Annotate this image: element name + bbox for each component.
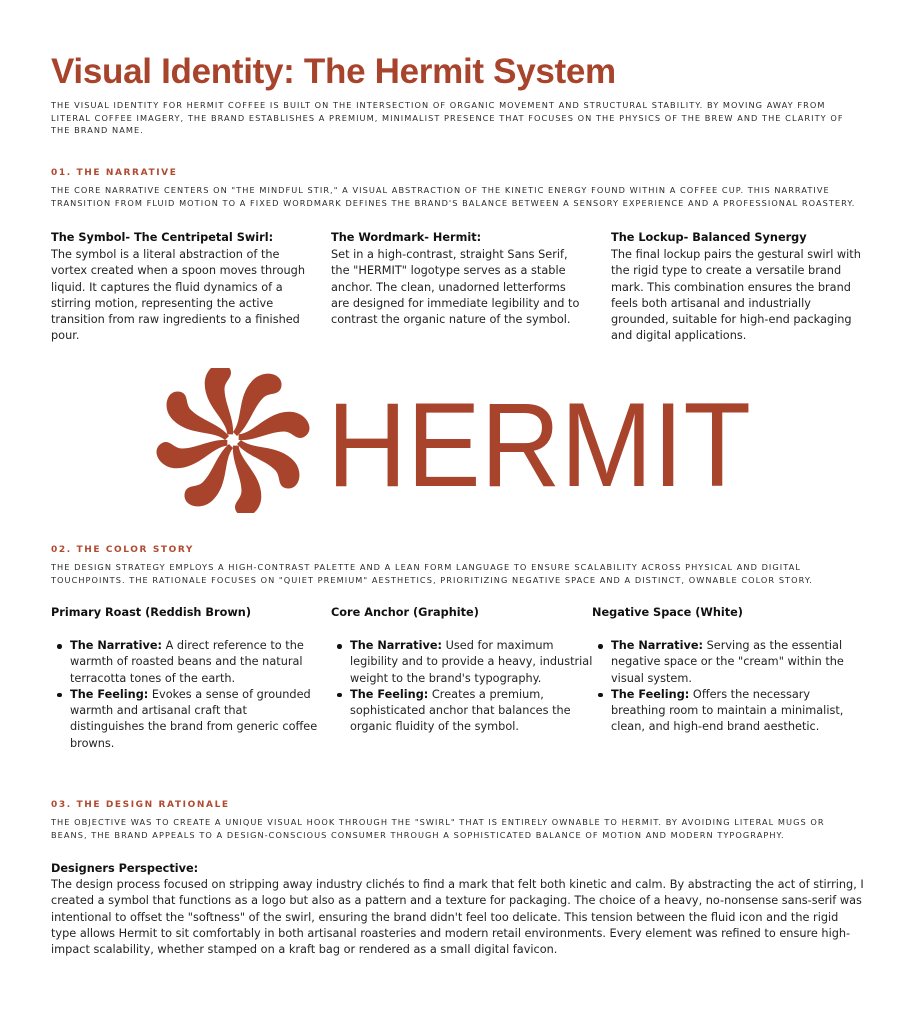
color-title: Core Anchor (Graphite) bbox=[331, 606, 479, 619]
color-points bbox=[51, 638, 321, 752]
narrative-point bbox=[70, 638, 321, 687]
lockup-title: The Lockup- Balanced Synergy bbox=[611, 231, 807, 244]
feeling-point bbox=[70, 687, 321, 752]
perspective-title: Designers Perspective: bbox=[51, 862, 199, 875]
point-label: The Narrative: bbox=[70, 639, 163, 652]
color-points bbox=[331, 638, 593, 736]
narrative-point bbox=[611, 638, 862, 687]
symbol-column bbox=[51, 230, 319, 345]
narrative-point bbox=[350, 638, 593, 687]
color-story-heading: 02. THE COLOR STORY bbox=[51, 545, 195, 555]
color-primary-roast bbox=[51, 605, 321, 752]
color-core-anchor bbox=[331, 605, 593, 736]
point-text: Evokes a sense of grounded warmth and artisanal craft that distinguishes the brand from generic coffee browns. bbox=[70, 687, 318, 750]
wordmark-column bbox=[331, 230, 581, 328]
logo-lockup bbox=[155, 368, 755, 513]
feeling-point bbox=[350, 687, 593, 736]
rationale-text: THE OBJECTIVE WAS TO CREATE A UNIQUE VISUAL HOOK THROUGH THE "SWIRL" THAT IS ENTIRELY OWNABLE TO HERMIT. BY AVOIDING LITERAL MUGS OR BEANS, THE BRAND APPEALS TO A DESIGN-CONSCIOUS CONSUMER THROUGH A SOPHISTICATED BALANCE OF MOTION AND MODERN TYPOGRAPHY. bbox=[51, 817, 825, 840]
lockup-column bbox=[611, 230, 861, 345]
lockup-body: The final lockup pairs the gestural swirl with the rigid type to create a versatile brand mark. This combination ensures the brand feels both artisanal and industrially grounded, suitable for high-end packaging and digital applications. bbox=[611, 248, 861, 343]
page-title: Visual Identity: The Hermit System bbox=[51, 52, 616, 91]
logo-svg bbox=[155, 368, 755, 513]
point-label: The Feeling: bbox=[611, 687, 690, 701]
color-story-text: THE DESIGN STRATEGY EMPLOYS A HIGH-CONTRAST PALETTE AND A LEAN FORM LANGUAGE TO ENSURE SCALABILITY ACROSS PHYSICAL AND DIGITAL TOUCHPOINTS. THE RATIONALE FOCUSES ON "QUIET PREMIUM" AESTHETICS, PRIORITIZING NEGATIVE SPACE AND A DISTINCT, OWNABLE COLOR STORY. bbox=[51, 562, 813, 585]
color-title: Negative Space (White) bbox=[592, 606, 743, 619]
perspective-body: The design process focused on stripping away industry clichés to find a mark that felt both kinetic and calm. By abstracting the act of stirring, I created a symbol that functions as a logo but also as a pattern and a texture for packaging. The choice of a heavy, no-nonsense sans-serif was intentional to offset the "softness" of the swirl, ensuring the brand didn't feel too delicate. This tension between the fluid icon and the rigid type allows Hermit to sit comfortably in both artisanal roasteries and modern retail environments. Every element was refined to ensure high-impact scalability, whether stamped on a kraft bag or rendered as a small digital favicon. bbox=[51, 878, 864, 957]
wordmark: HERMIT bbox=[327, 378, 751, 512]
symbol-title: The Symbol- The Centripetal Swirl: bbox=[51, 231, 274, 244]
feeling-point bbox=[611, 687, 862, 736]
rationale-heading: 03. THE DESIGN RATIONALE bbox=[51, 800, 230, 810]
color-negative-space bbox=[592, 605, 862, 736]
narrative-heading: 01. THE NARRATIVE bbox=[51, 168, 178, 178]
point-text: Creates a premium, sophisticated anchor that balances the organic fluidity of the symbol. bbox=[350, 687, 571, 734]
intro-text: THE VISUAL IDENTITY FOR HERMIT COFFEE IS BUILT ON THE INTERSECTION OF ORGANIC MOVEMENT AND STRUCTURAL STABILITY. BY MOVING AWAY FROM LITERAL COFFEE IMAGERY, THE BRAND ESTABLISHES A PREMIUM, MINIMALIST PRESENCE THAT FOCUSES ON THE PHYSICS OF THE BREW AND THE CLARITY OF THE BRAND NAME. bbox=[51, 100, 844, 135]
point-label: The Feeling: bbox=[70, 687, 149, 701]
point-label: The Narrative: bbox=[350, 639, 443, 652]
narrative-text: THE CORE NARRATIVE CENTERS ON "THE MINDFUL STIR," A VISUAL ABSTRACTION OF THE KINETIC ENERGY FOUND WITHIN A COFFEE CUP. THIS NARRATIVE TRANSITION FROM FLUID MOTION TO A FIXED WORDMARK DEFINES THE BRAND'S BALANCE BETWEEN A SENSORY EXPERIENCE AND A PROFESSIONAL ROASTERY. bbox=[51, 185, 856, 208]
color-title: Primary Roast (Reddish Brown) bbox=[51, 606, 251, 619]
point-label: The Narrative: bbox=[611, 639, 704, 652]
swirl-icon bbox=[155, 368, 314, 513]
designers-perspective bbox=[51, 861, 866, 958]
wordmark-title: The Wordmark- Hermit: bbox=[331, 231, 482, 244]
point-text: Offers the necessary breathing room to maintain a minimalist, clean, and high-end brand aesthetic. bbox=[611, 687, 844, 734]
point-label: The Feeling: bbox=[350, 687, 429, 701]
point-text: A direct reference to the warmth of roasted beans and the natural terracotta tones of the earth. bbox=[70, 639, 304, 685]
color-points bbox=[592, 638, 862, 736]
wordmark-body: Set in a high-contrast, straight Sans Serif, the "HERMIT" logotype serves as a stable anchor. The clean, unadorned letterforms are designed for immediate legibility and to contrast the organic nature of the symbol. bbox=[331, 248, 580, 327]
symbol-body: The symbol is a literal abstraction of the vortex created when a spoon moves through liquid. It captures the fluid dynamics of a stirring motion, representing the active transition from raw ingredients to a finished pour. bbox=[51, 248, 305, 343]
point-text: Used for maximum legibility and to provide a heavy, industrial weight to the brand's typography. bbox=[350, 639, 593, 685]
point-text: Serving as the essential negative space or the "cream" within the visual system. bbox=[611, 639, 844, 685]
